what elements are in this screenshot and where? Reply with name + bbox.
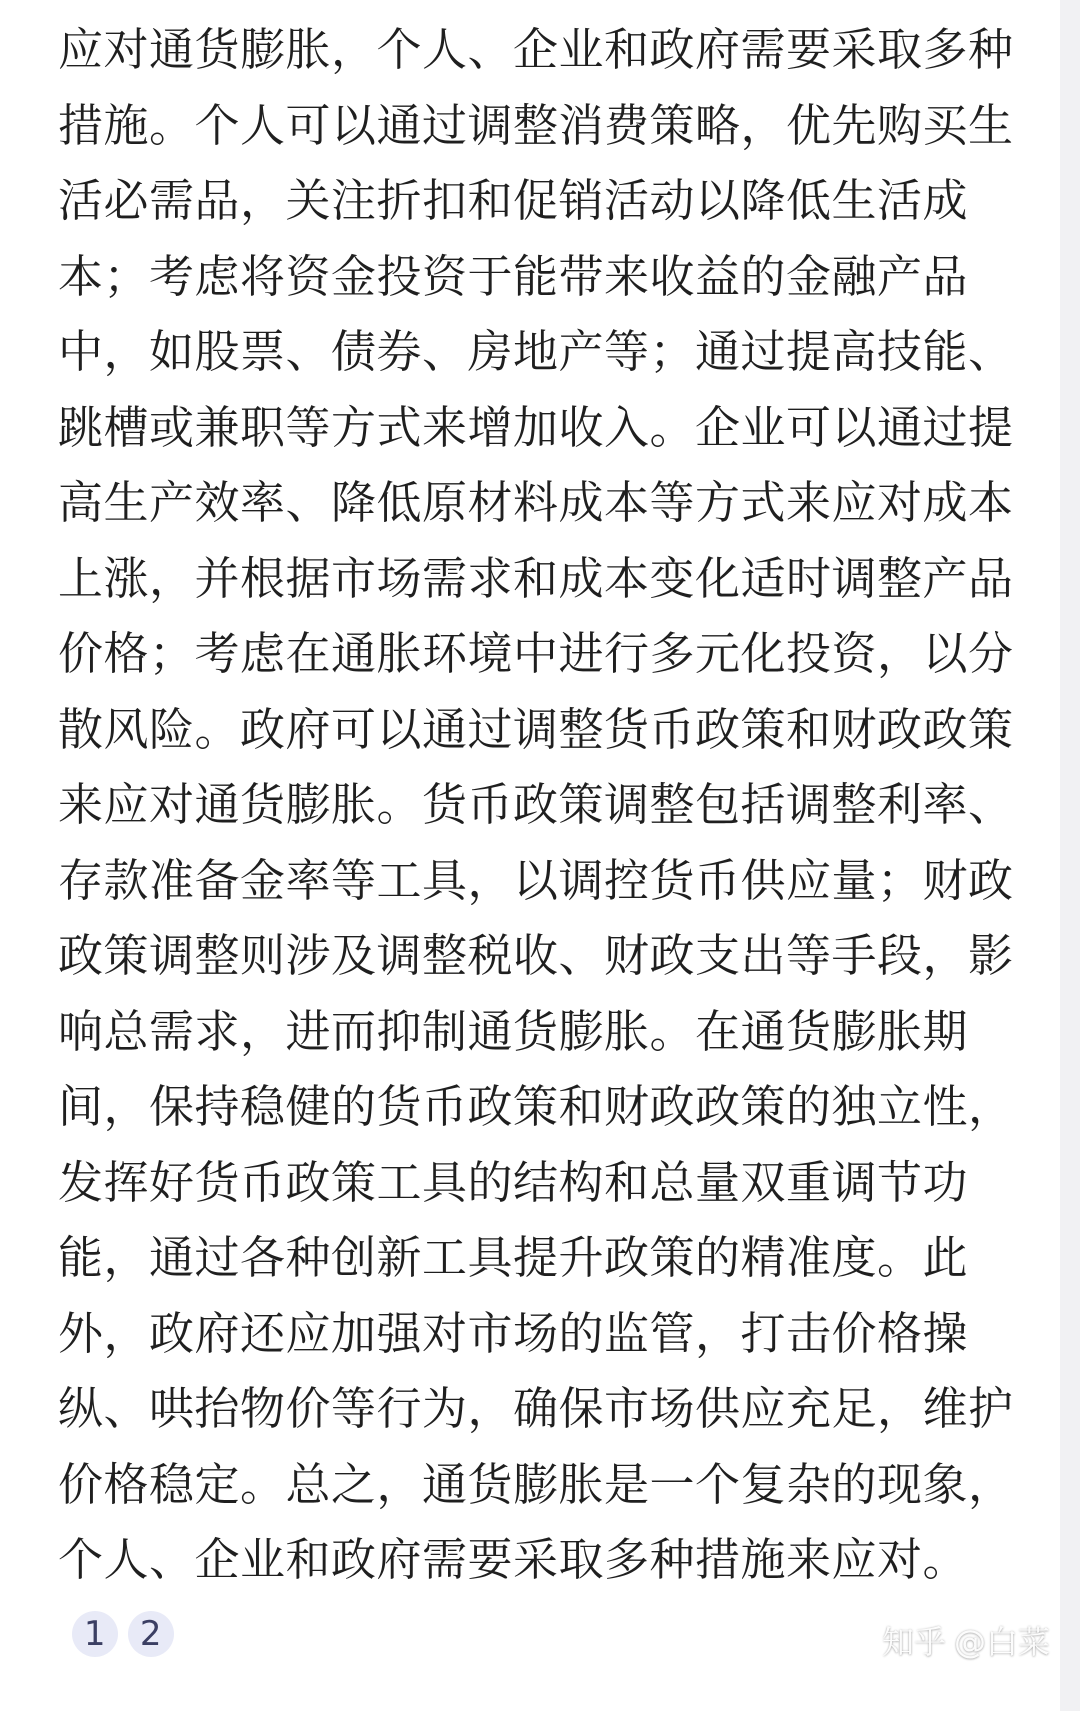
zhihu-logo: 知乎 xyxy=(881,1623,946,1661)
answer-text: 应对通货膨胀，个人、企业和政府需要采取多种措施。个人可以通过调整消费策略，优先购买生活必需品，关注折扣和促销活动以降低生活成本；考虑将资金投资于能带来收益的金融产品中，如股票、债券、房地产等；通过提高技能、跳槽或兼职等方式来增加收入。企业可以通过提高生产效率、降低原材料成本等方式来应对成本上涨，并根据市场需求和成本变化适时调整产品价格；考虑在通胀环境中进行多元化投资，以分散风险。政府可以通过调整货币政策和财政政策来应对通货膨胀。货币政策调整包括调整利率、存款准备金率等工具，以调控货币供应量；财政政策调整则涉及调整税收、财政支出等手段，影响总需求，进而抑制通货膨胀。在通货膨胀期间，保持稳健的货币政策和财政政策的独立性，发挥好货币政策工具的结构和总量双重调节功能，通过各种创新工具提升政策的精准度。此外，政府还应加强对市场的监管，打击价格操纵、哄抬物价等行为，确保市场供应充足，维护价格稳定。总之，通货膨胀是一个复杂的现象，个人、企业和政府需要采取多种措施来应对。 xyxy=(58,23,1014,1586)
watermark-author: @白菜 xyxy=(953,1623,1050,1661)
watermark xyxy=(882,1617,1050,1663)
answer-paragraph xyxy=(58,12,1020,1673)
reference-badge-1[interactable]: 1 xyxy=(72,1611,118,1657)
reference-badge-2[interactable]: 2 xyxy=(128,1611,174,1657)
